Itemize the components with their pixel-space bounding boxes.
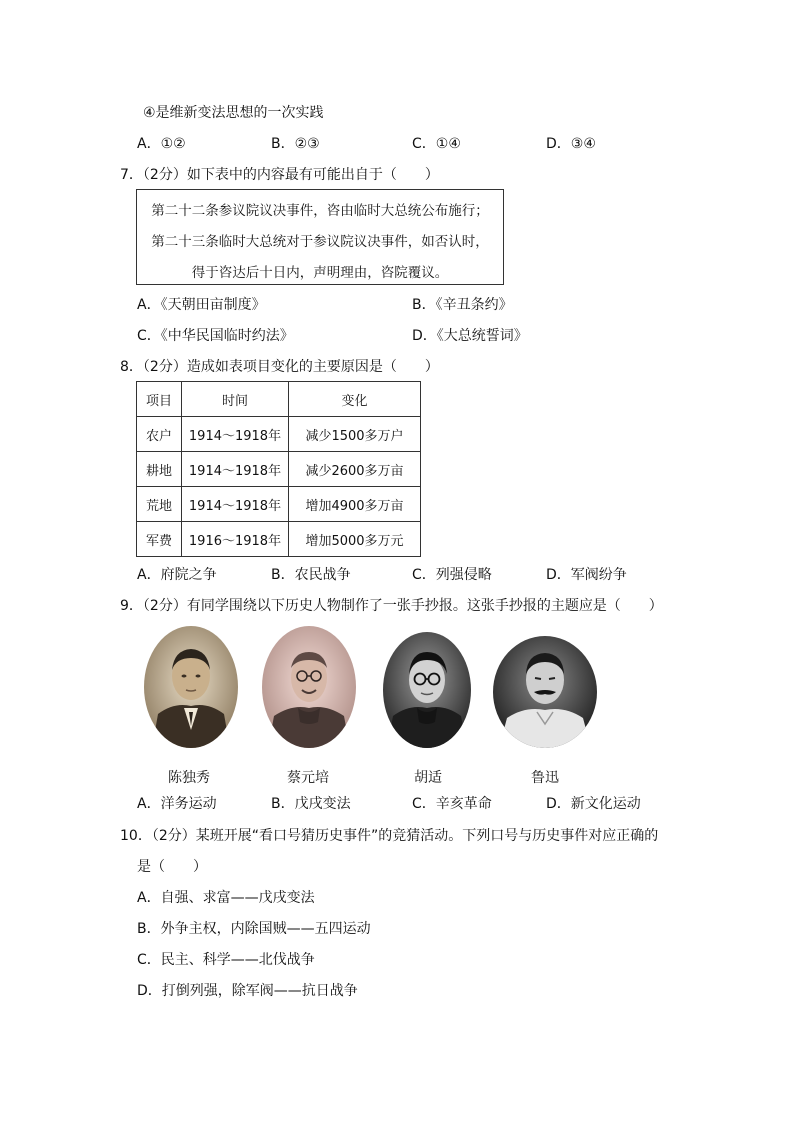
table-header-cell: 时间 xyxy=(182,382,289,417)
portrait-lu-xun xyxy=(493,636,597,748)
table-cell: 1914～1918年 xyxy=(182,452,289,487)
q7-quote-line-3: 得于咨达后十日内，声明理由，咨院覆议。 xyxy=(191,265,449,281)
table-header-cell: 项目 xyxy=(137,382,182,417)
table-cell: 农户 xyxy=(137,417,182,452)
portrait-name-lu-xun: 鲁迅 xyxy=(531,770,559,786)
q7-quote-line-1: 第二十二条参议院议决事件，咨由临时大总统公布施行； xyxy=(151,203,489,219)
q10-option-a[interactable]: A．自强、求富——戊戌变法 xyxy=(137,890,315,906)
table-cell: 1914～1918年 xyxy=(182,487,289,522)
q10-option-b[interactable]: B．外争主权，内除国贼——五四运动 xyxy=(137,921,371,937)
q7-option-c[interactable]: C．《中华民国临时约法》 xyxy=(137,328,294,344)
portrait-hu-shi xyxy=(383,632,471,748)
q7-quote-box xyxy=(136,189,504,285)
q8-stem: 8．（2分）造成如表项目变化的主要原因是（ ） xyxy=(120,359,439,375)
q10-stem-line-1: 10．（2分）某班开展“看口号猜历史事件”的竞猜活动。下列口号与历史事件对应正确的 xyxy=(120,828,659,844)
table-header-row xyxy=(137,382,421,417)
q8-data-table xyxy=(136,381,421,557)
table-row xyxy=(137,417,421,452)
table-row xyxy=(137,522,421,557)
q6-option-d[interactable]: D．③④ xyxy=(546,136,596,152)
portrait-chen-duxiu xyxy=(144,626,238,748)
q7-option-b[interactable]: B．《辛丑条约》 xyxy=(412,297,513,313)
portrait-name-chen-duxiu: 陈独秀 xyxy=(168,770,210,786)
q9-option-a[interactable]: A．洋务运动 xyxy=(137,796,217,812)
q9-option-b[interactable]: B．戊戌变法 xyxy=(271,796,351,812)
table-cell: 1916～1918年 xyxy=(182,522,289,557)
table-header-cell: 变化 xyxy=(289,382,421,417)
q8-option-d[interactable]: D．军阀纷争 xyxy=(546,567,627,583)
table-row xyxy=(137,487,421,522)
portrait-name-hu-shi: 胡适 xyxy=(414,770,442,786)
q6-option-c[interactable]: C．①④ xyxy=(412,136,461,152)
q9-stem: 9．（2分）有同学围绕以下历史人物制作了一张手抄报。这张手抄报的主题应是（ ） xyxy=(120,598,663,614)
q9-option-d[interactable]: D．新文化运动 xyxy=(546,796,641,812)
q6-option-a[interactable]: A．①② xyxy=(137,136,186,152)
q9-option-c[interactable]: C．辛亥革命 xyxy=(412,796,492,812)
table-cell: 增加4900多万亩 xyxy=(289,487,421,522)
table-cell: 荒地 xyxy=(137,487,182,522)
table-row xyxy=(137,452,421,487)
q6-item-4: ④是维新变法思想的一次实践 xyxy=(143,105,324,121)
q8-option-c[interactable]: C．列强侵略 xyxy=(412,567,492,583)
portrait-cai-yuanpei xyxy=(262,626,356,748)
portrait-name-cai-yuanpei: 蔡元培 xyxy=(287,770,329,786)
table-cell: 减少1500多万户 xyxy=(289,417,421,452)
q7-option-d[interactable]: D．《大总统誓词》 xyxy=(412,328,528,344)
table-cell: 增加5000多万元 xyxy=(289,522,421,557)
q6-option-b[interactable]: B．②③ xyxy=(271,136,320,152)
q10-option-c[interactable]: C．民主、科学——北伐战争 xyxy=(137,952,315,968)
q7-quote-line-2: 第二十三条临时大总统对于参议院议决事件，如否认时， xyxy=(151,234,489,250)
q8-option-b[interactable]: B．农民战争 xyxy=(271,567,351,583)
q10-option-d[interactable]: D．打倒列强，除军阀——抗日战争 xyxy=(137,983,358,999)
q10-stem-line-2: 是（ ） xyxy=(137,859,207,875)
q8-option-a[interactable]: A．府院之争 xyxy=(137,567,217,583)
q7-stem: 7．（2分）如下表中的内容最有可能出自于（ ） xyxy=(120,167,439,183)
q7-option-a[interactable]: A．《天朝田亩制度》 xyxy=(137,297,266,313)
table-cell: 1914～1918年 xyxy=(182,417,289,452)
table-cell: 减少2600多万亩 xyxy=(289,452,421,487)
table-cell: 军费 xyxy=(137,522,182,557)
table-cell: 耕地 xyxy=(137,452,182,487)
